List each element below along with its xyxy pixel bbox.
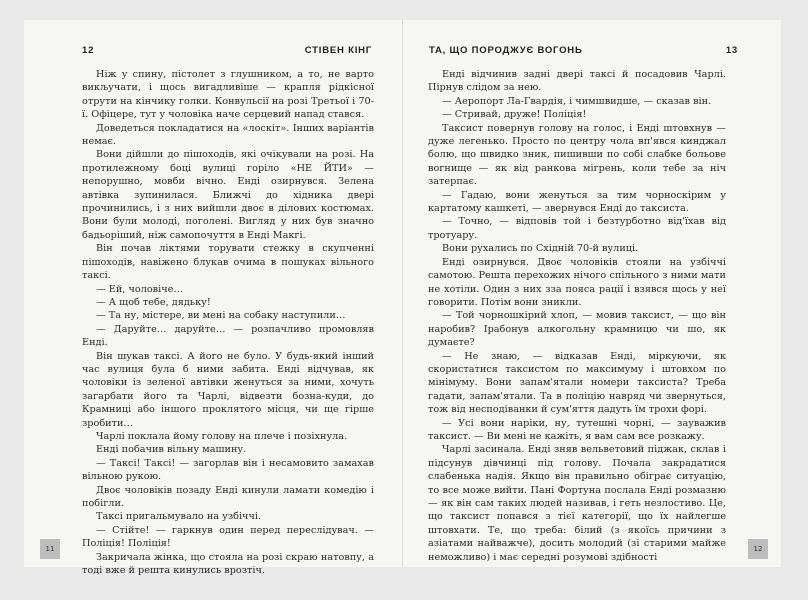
paragraph: Енді відчинив задні двері таксі й посадовив Чарлі. Пірнув слідом за нею.	[428, 69, 726, 94]
paragraph: Енді побачив вільну машину.	[96, 444, 247, 456]
left-page-thumbnail-label[interactable]: 11	[40, 539, 60, 559]
paragraph: Чарлі поклала йому голову на плече і позіхнула.	[96, 430, 348, 442]
paragraph: Закричала жінка, що стояла на розі скраю натовпу, а тоді вже й решта кинулись врозтіч.	[82, 551, 374, 577]
left-page-number: 12	[82, 45, 95, 56]
left-page	[24, 20, 403, 577]
paragraph: Доведеться покладатися на «лоскіт». Інших варіантів немає.	[82, 122, 374, 148]
paragraph: — Та ну, містере, ви мені на собаку наступили…	[96, 310, 346, 322]
paragraph: Вони дійшли до пішоходів, які очікували на розі. На протилежному боці вулиці горіло «НЕ ЙТИ» — непорушно, мовби вічно. Енді озирнувся. Зелена автівка зупинилася. Ближчі до хідника двері прочинились, і з них вийшли двоє в ділових костюмах. Вони були молоді, поголені. Вигляд у них був значно бадьоріший, ніж самопочуття в Енді Макгі.	[82, 149, 374, 241]
paragraph: — Точно, — відповів той і безтурботно від'їхав від тротуару.	[428, 216, 726, 241]
paragraph: — Не знаю, — відказав Енді, міркуючи, як скористатися таксистом по максимуму і штовхом по мінімуму. Вони запам'ятали номери таксиста? Треба гадати, запам'ятали. Та в поліцію навряд чи звернуться, тож від несподіванки й сум'яття дадуть їм трохи форі.	[428, 350, 726, 416]
paragraph: Енді озирнувся. Двоє чоловіків стояли на узбіччі самотою. Решта перехожих нічого спільного з ними мати не хотіли. Один з них зза пояса рації і взявся щось у неї говорити. Потім вони зникли.	[428, 256, 726, 308]
paragraph: Ніж у спину, пістолет з глушником, а то, не варто викључати, і щось вигадливіше — крапля рідкісної отрути на кінчику голки. Конвульсії на розі Третьої і 70-ї. Офіцере, тут у чоловіка наче серцевий напад стався.	[82, 69, 374, 121]
paragraph: — Стійте! — гаркнув один перед переслідувач. — Поліція! Поліція!	[82, 524, 374, 550]
paragraph: Таксі пригальмувало на узбіччі.	[96, 511, 262, 523]
right-page-text	[428, 68, 726, 564]
paragraph: — Даруйте… даруйте… — розпачливо промовляв Енді.	[82, 323, 374, 349]
paragraph: — Аеропорт Ла-Гвардія, і чимшвидше, — сказав він.	[442, 95, 712, 107]
paragraph: Чарлі засинала. Енді зняв вельветовий піджак, склав і підсунув дівчинці під голову. Почала закрадатися слабенька надія. Якщо він правильно обіграє ситуацію, то все може вийти. Пані Фортуна послала Енді розмазню — як він сам таких людей називав, і геть незлостиво. Це, що таксист попався з тієї категорії, що їх найлегше штовхати. Те, що треба: білий (з якоїсь причини з азіатами найважче), досить молодий (зі старими майже неможливо) і має середні розумові здібності	[428, 444, 726, 563]
left-running-head: СТІВЕН КІНГ	[304, 45, 372, 56]
paragraph: — Стривай, друже! Поліція!	[442, 109, 587, 121]
right-page-thumbnail-label[interactable]: 12	[748, 539, 768, 559]
left-page-text	[82, 68, 374, 577]
paragraph: Вони рухались по Східній 70-й вулиці.	[442, 243, 639, 255]
right-page-number: 13	[725, 45, 738, 56]
paragraph: — Усі вони наріки, ну, тутешні чорні, — зауважив таксист. — Ви мені не кажіть, я вам сам все розкажу.	[428, 417, 726, 442]
paragraph: — Ей, чоловіче…	[96, 283, 184, 295]
paragraph: Він шукав таксі. А його не було. У будь-який інший час вулиця була б ними забита. Енді відчував, як чоловіки із зеленої автівки женуться за ними, хочуть загарбати його та Чарлі, відвезти бозна-куди, до Крамниці або іншого проклятого місця, чи ще гірше зробити…	[82, 350, 374, 429]
paragraph: Таксист повернув голову на голос, і Енді штовхнув — дуже легенько. Просто по центру чола вп'явся кинджал болю, що швидко зник, пишивши по собі слабке больове вогнище — як від ранкова мігрень, коли тебе за ніч затерпає.	[428, 122, 726, 188]
book-spread	[24, 20, 781, 577]
right-page-header	[429, 45, 738, 56]
paragraph: — Той чорношкірий хлоп, — мовив таксист, — що він наробив? Ірабонув алкогольну крамницю чи шо, як думаєте?	[428, 310, 726, 349]
paragraph: Двоє чоловіків позаду Енді кинули ламати комедію і побігли.	[82, 484, 374, 509]
right-running-head: ТА, ЩО ПОРОДЖУЄ ВОГОНЬ	[429, 45, 583, 56]
paragraph: — Гадаю, вони женуться за тим чорноскірим у картатому кашкеті, — звернувся Енді до таксиста.	[428, 189, 726, 215]
paragraph: — Таксі! Таксі! — загорлав він і несамовито замахав вільною рукою.	[82, 457, 374, 483]
paragraph: — А щоб тебе, дядьку!	[96, 296, 211, 308]
left-page-header	[82, 45, 372, 56]
paragraph: Він почав ліктями торувати стежку в скупченні пішоходів, навіжено блукав очима в пошуках вільного таксі.	[82, 243, 374, 282]
right-page	[403, 20, 781, 567]
